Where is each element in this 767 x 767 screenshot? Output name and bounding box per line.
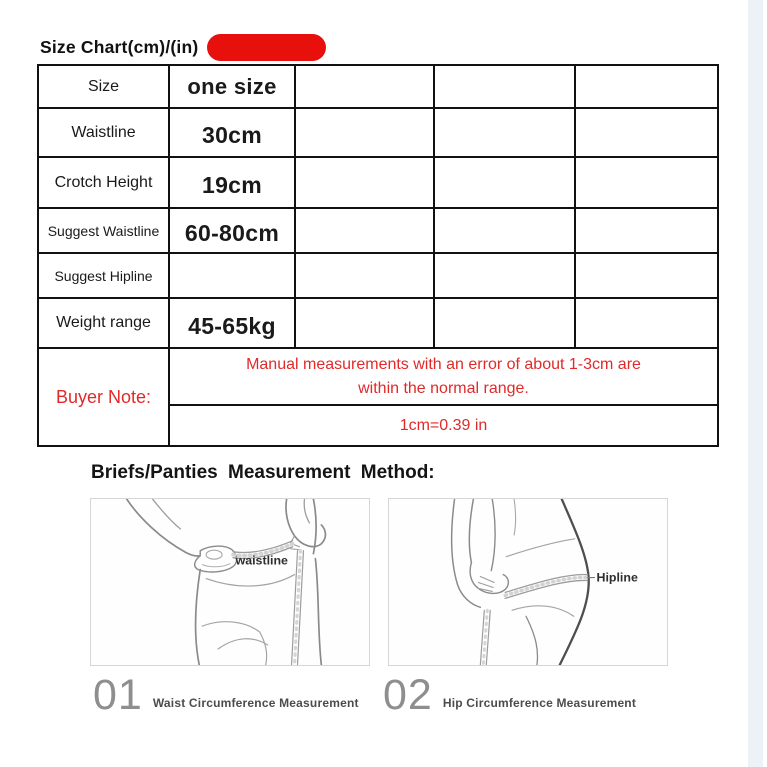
buyer-note-line1: Manual measurements with an error of about 1-3cm are bbox=[246, 356, 641, 374]
size-chart-table bbox=[37, 64, 719, 447]
empty-cell bbox=[575, 208, 718, 253]
row-value-cell bbox=[169, 253, 295, 298]
step-caption: Hip Circumference Measurement bbox=[442, 695, 637, 710]
empty-cell bbox=[295, 65, 434, 108]
page-title: Size Chart(cm)/(in) bbox=[40, 37, 199, 57]
empty-cell bbox=[295, 157, 434, 208]
hip-caption bbox=[383, 671, 637, 719]
row-label-cell: Weight range bbox=[38, 298, 169, 348]
empty-cell bbox=[295, 108, 434, 157]
empty-cell bbox=[575, 108, 718, 157]
row-label-cell: Crotch Height bbox=[38, 157, 169, 208]
buyer-note-line2: within the normal range. bbox=[358, 379, 529, 397]
buyer-note-row bbox=[38, 348, 718, 405]
empty-cell bbox=[434, 253, 575, 298]
empty-cell bbox=[575, 253, 718, 298]
buyer-note-text bbox=[169, 348, 718, 405]
empty-cell bbox=[434, 65, 575, 108]
row-label-cell: Suggest Hipline bbox=[38, 253, 169, 298]
empty-cell bbox=[295, 208, 434, 253]
waist-caption bbox=[93, 671, 359, 719]
measurement-method-heading: Briefs/Panties Measurement Method: bbox=[91, 462, 435, 483]
conversion-note: 1cm=0.39 in bbox=[169, 405, 718, 446]
table-row bbox=[38, 298, 718, 348]
row-value-cell: 45-65kg bbox=[169, 298, 295, 348]
empty-cell bbox=[575, 298, 718, 348]
empty-cell bbox=[434, 298, 575, 348]
empty-cell bbox=[434, 108, 575, 157]
empty-cell bbox=[295, 253, 434, 298]
row-label-cell: Size bbox=[38, 65, 169, 108]
row-label-cell: Waistline bbox=[38, 108, 169, 157]
table-row bbox=[38, 208, 718, 253]
row-value-cell: 19cm bbox=[169, 157, 295, 208]
hip-figure-drawing bbox=[389, 499, 667, 665]
hip-measurement-illustration bbox=[388, 498, 668, 666]
empty-cell bbox=[434, 157, 575, 208]
row-value-cell: one size bbox=[169, 65, 295, 108]
row-value-cell: 30cm bbox=[169, 108, 295, 157]
empty-cell bbox=[434, 208, 575, 253]
buyer-note-label: Buyer Note: bbox=[38, 348, 169, 446]
table-row bbox=[38, 65, 718, 108]
empty-cell bbox=[575, 65, 718, 108]
step-number: 02 bbox=[383, 671, 433, 719]
waist-measurement-illustration bbox=[90, 498, 370, 666]
empty-cell bbox=[295, 298, 434, 348]
waistline-label: waistline bbox=[235, 553, 288, 568]
redacted-red-badge bbox=[207, 34, 326, 61]
page-edge-strip bbox=[748, 0, 763, 767]
table-row bbox=[38, 157, 718, 208]
row-label-cell: Suggest Waistline bbox=[38, 208, 169, 253]
header bbox=[40, 34, 326, 61]
step-caption: Waist Circumference Measurement bbox=[152, 695, 359, 710]
step-number: 01 bbox=[93, 671, 143, 719]
table-row bbox=[38, 253, 718, 298]
hipline-label: Hipline bbox=[596, 570, 638, 585]
waist-figure-drawing bbox=[91, 499, 369, 665]
empty-cell bbox=[575, 157, 718, 208]
table-row bbox=[38, 108, 718, 157]
row-value-cell: 60-80cm bbox=[169, 208, 295, 253]
